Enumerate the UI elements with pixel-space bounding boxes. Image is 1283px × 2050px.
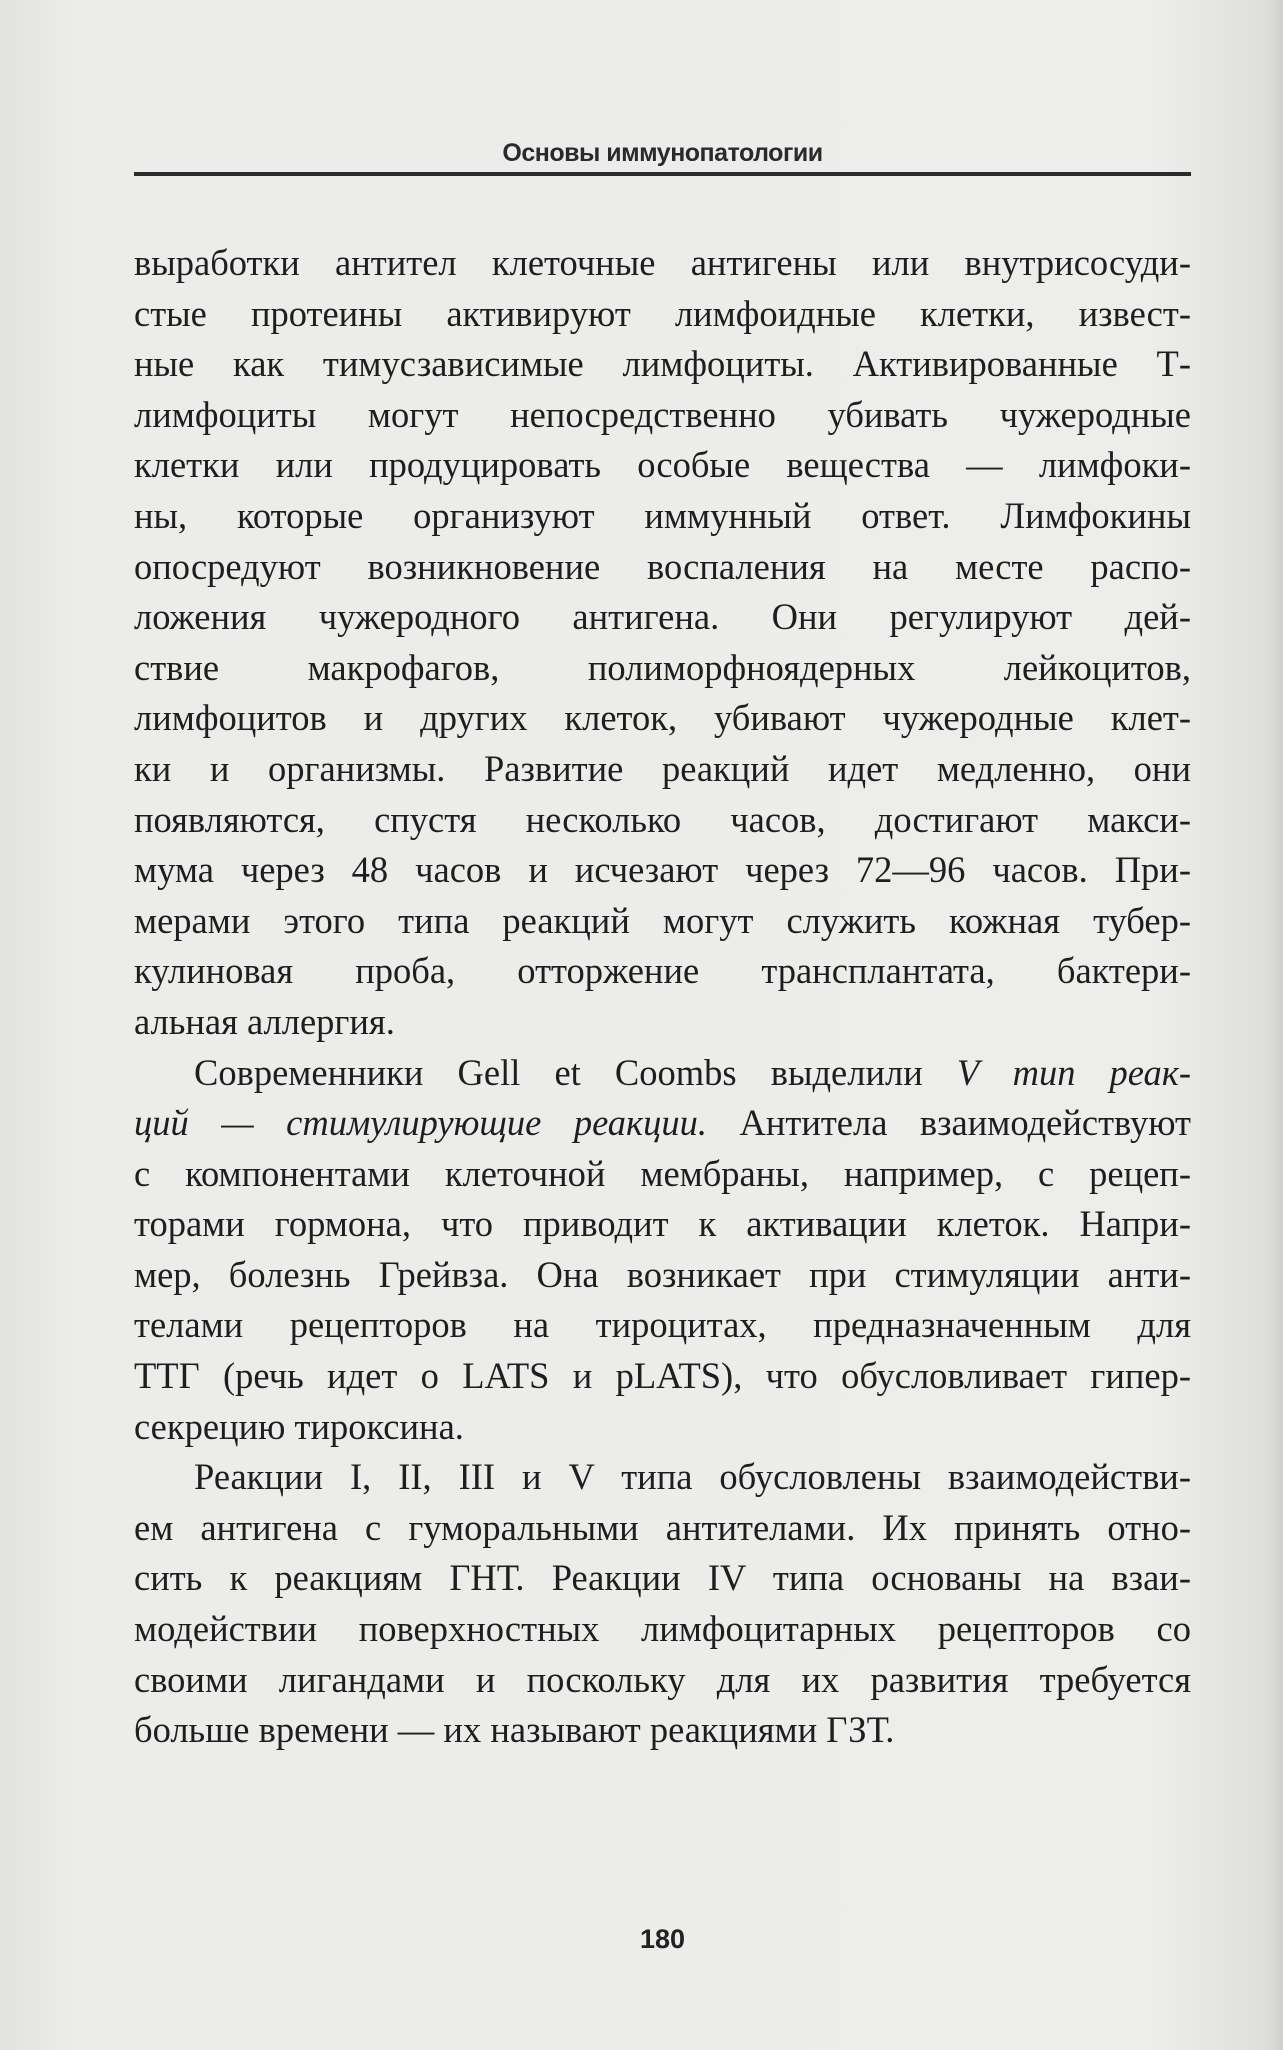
text-line: ем антигена с гуморальными антителами. Их принять отно- [134,1506,1191,1548]
text-line: альная аллергия. [134,1000,395,1042]
text-line: кулиновая проба, отторжение трансплантата, бактери- [134,950,1191,992]
text-line: с компонентами клеточной мембраны, например, с рецеп- [134,1152,1191,1194]
text-line: опосредуют возникновение воспаления на месте распо- [134,545,1191,587]
text-line: больше времени — их называют реакциями ГЗТ. [134,1709,895,1751]
text-line: клетки или продуцировать особые вещества — лимфоки- [134,444,1191,486]
paragraph-3 [134,1452,1191,1756]
text-line: лимфоциты могут непосредственно убивать чужеродные [134,393,1191,435]
page-number: 180 [639,1924,686,1954]
text-line: появляются, спустя несколько часов, достигают макси- [134,798,1191,840]
text-line: ТТГ (речь идет о LATS и pLATS), что обусловливает гипер- [134,1355,1191,1397]
text-line [134,1048,1191,1099]
text-line: стые протеины активируют лимфоидные клетки, извест- [134,292,1191,334]
paragraph-2 [134,1048,1191,1453]
page-edge-shadow [1265,0,1283,2050]
paragraph-1 [134,238,1191,1048]
text-line: сить к реакциям ГНТ. Реакции IV типа основаны на взаи- [134,1557,1191,1599]
text-run: Современники Gell et Coombs выделили [194,1051,957,1093]
text-line: выработки антител клеточные антигены или внутрисосуди- [134,242,1191,283]
text-line: ны, которые организуют иммунный ответ. Лимфокины [134,494,1191,536]
text-line: модействии поверхностных лимфоцитарных рецепторов со [134,1608,1191,1650]
italic-run: ций — стимулирующие реакции. [134,1102,707,1144]
text-line: своими лигандами и поскольку для их развития требуется [134,1658,1191,1700]
text-line: мума через 48 часов и исчезают через 72—96 часов. При- [134,849,1191,891]
header-rule [134,172,1191,176]
running-head: Основы иммунопатологии [502,139,823,167]
text-line: ствие макрофагов, полиморфноядерных лейкоцитов, [134,646,1191,688]
text-line: мерами этого типа реакций могут служить кожная тубер- [134,899,1191,941]
body-text [134,238,1191,1756]
text-line: мер, болезнь Грейвза. Она возникает при стимуляции анти- [134,1253,1191,1295]
text-run: Антитела взаимодействуют [707,1102,1191,1144]
text-line: ки и организмы. Развитие реакций идет медленно, они [134,747,1191,789]
text-line: ложения чужеродного антигена. Они регулируют дей- [134,596,1191,638]
text-line: лимфоцитов и других клеток, убивают чужеродные клет- [134,697,1191,739]
italic-run: V тип реак- [956,1051,1191,1093]
text-line [134,1098,1191,1149]
text-line: телами рецепторов на тироцитах, предназначенным для [134,1304,1191,1346]
text-line: Реакции I, II, III и V типа обусловлены взаимодействи- [194,1456,1191,1498]
text-line: секрецию тироксина. [134,1405,464,1447]
text-line: торами гормона, что приводит к активации клеток. Напри- [134,1203,1191,1245]
text-line: ные как тимусзависимые лимфоциты. Активированные Т- [134,343,1191,385]
